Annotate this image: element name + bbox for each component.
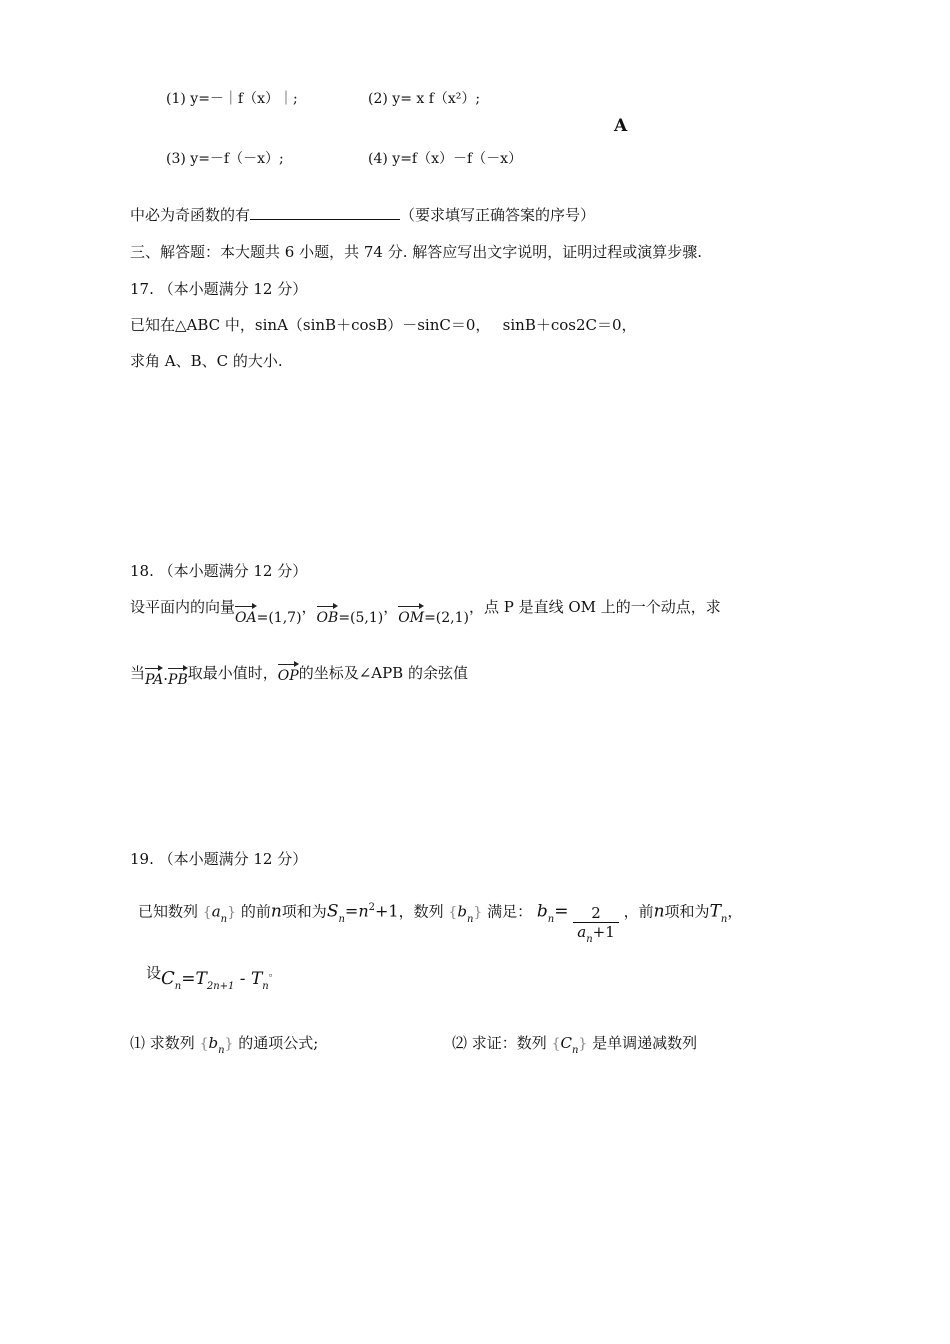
item-3: (3) y=－f（－x）; [166,151,284,167]
q18-heading: 18. （本小题满分 12 分） [130,562,308,580]
plus-one: +1 [375,901,399,921]
item-4: (4) y=f（x）－f（－x） [368,151,523,167]
dot-operator: · [163,670,169,688]
q17-heading: 17. （本小题满分 12 分） [130,280,308,298]
subscript-n: n [218,1045,225,1056]
q19-part-1: ⑴ 求数列 $\{b_n\}$ 的通项公式; [130,1034,319,1056]
seq-c: C [560,1034,572,1052]
var-n: n [270,901,282,922]
vector-oa: OA [235,604,257,626]
vector-pb: PB [168,666,188,688]
fraction [573,904,619,945]
fill-blank-after: （要求填写正确答案的序号） [400,206,596,224]
equals-T: =T [181,969,207,989]
q18-min-text: 取最小值时， [187,664,278,682]
q18-end-text: 的坐标及∠APB 的余弦值 [298,664,468,682]
vector-ob-value: =(5,1) [338,610,384,626]
q19-part-2-text: ⑵ 求证：数列 [452,1034,547,1052]
q19-heading: 19. （本小题满分 12 分） [130,850,308,868]
subscript-n: n [174,981,182,992]
seq-a: a [211,902,221,921]
q18-line-2 [130,660,468,688]
seq-b: b [208,1034,219,1052]
q19-let: 设 [146,964,162,982]
q19-line-2 [146,964,279,992]
section-3-heading: 三、解答题：本大题共 6 小题，共 74 分. 解答应写出文字说明，证明过程或演算步骤. [130,243,703,261]
period: 。 [268,968,279,979]
q19-text: ， [727,902,743,921]
q19-text: ，数列 [398,902,444,921]
answer-blank[interactable] [250,205,400,220]
var-n: n [653,901,665,922]
subscript-n: n [220,913,228,925]
q18-when: 当 [130,664,146,682]
q19-text: 项和为 [281,902,327,921]
q19-text: ，前 [623,902,654,921]
item-1: (1) y=－｜f（x）｜; [166,91,298,107]
q19-text: 项和为 [664,902,710,921]
q19-text: 的前 [240,902,271,921]
item-2: (2) y= x f（x²）; [368,91,481,107]
comma: ， [383,598,399,616]
vector-om: OM [398,604,424,626]
vector-om-value: =(2,1) [424,610,469,626]
q19-part-1-end: 的通项公式; [238,1034,319,1052]
vector-pa: PA [145,666,163,688]
vector-oa-value: =(1,7) [256,610,302,626]
q17-line-2: 求角 A、B、C 的大小. [130,352,283,370]
q19-part-2: ⑵ 求证：数列 $\{C_n\}$ 是单调递减数列 [452,1034,698,1056]
comma: ， [301,598,317,616]
subscript-n: n [338,913,345,925]
seq-b: b [457,902,467,921]
var-C: C [161,968,175,989]
q19-part-2-end: 是单调递减数列 [592,1034,698,1052]
var-b: b [536,901,548,922]
fraction-numerator: 2 [573,904,619,923]
var-T: T [709,901,721,922]
vector-ob: OB [317,604,339,626]
q19-part-1-text: ⑴ 求数列 [130,1034,195,1052]
var-S: S [326,901,339,922]
S-rhs: =n [344,901,369,921]
q17-line-1: 已知在△ABC 中，sinA（sinB＋cosB）－sinC＝0， sinB＋cos2C＝0， [130,316,637,334]
q18-intro-end: ，点 P 是直线 OM 上的一个动点，求 [468,598,721,616]
subscript-2n1: 2n+1 [206,981,235,992]
fill-blank-before: 中必为奇函数的有 [130,206,251,224]
fraction-denominator [573,923,619,945]
q18-line-1 [130,594,721,626]
vector-op: OP [278,662,299,684]
subscript-n: n [586,934,593,945]
subscript-n: n [547,913,555,925]
q18-intro: 设平面内的向量 [130,598,236,616]
subscript-n: n [262,981,269,992]
side-letter: A [614,116,628,136]
q19-text: 满足： [487,902,533,921]
q19-intro: 已知数列 [138,902,199,921]
equals: = [554,901,569,922]
minus-T: - T [234,969,263,989]
subscript-n: n [720,913,728,925]
subscript-n: n [571,1045,579,1056]
plus-one: +1 [592,923,615,941]
exponent-2: 2 [368,901,376,913]
subscript-n: n [466,913,474,925]
fill-blank-line [130,204,595,225]
var-a: a [577,923,587,941]
q19-line-1: 已知数列 $\{a_n\}$ 的前n项和为$S_n=n^2+1$，数列 $\{b_n\}$ 满足： $b_n=$ $\frac{2}{a_n+1}$ ，前n项和为$T_n$， [138,901,743,945]
